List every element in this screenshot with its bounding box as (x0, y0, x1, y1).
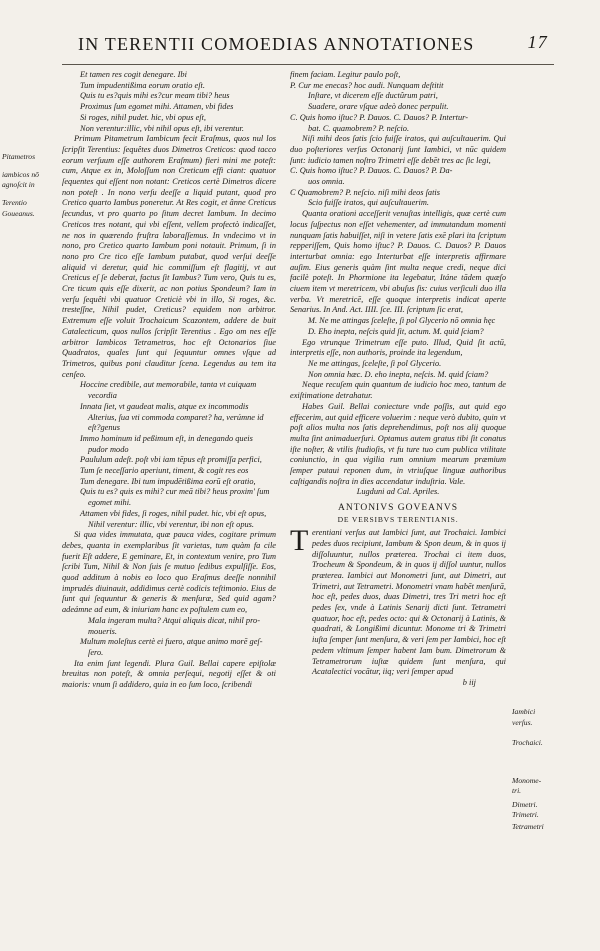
margin-note-left: Goueanus. (2, 209, 35, 218)
text-line: Non verentur:illic, vbi nihil opus eſt, ibi verentur. (80, 123, 244, 133)
left-column (62, 70, 276, 927)
text-line: Scio fuiſſe iratos, qui auſcultauerim. (308, 198, 429, 208)
text-line: Non omnia hæc. D. eho inepta, neſcis. M. quid ſciam? (308, 369, 489, 379)
text-line: eſt?genus (88, 423, 120, 433)
text-line: Tum denegare. Ibi tum impudētißima eorū eſt oratio, (80, 476, 256, 486)
text-line: Et tamen res cogit denegare. Ibi (80, 70, 187, 79)
text-line: Tum ſe neceſſario aperiunt, timent, & cogit res eos (80, 466, 249, 476)
text-line: moueris. (88, 626, 117, 636)
text-line: vecordia (88, 391, 117, 401)
header-rule (62, 64, 554, 65)
text-line: Nihil verentur: illic, vbi verentur, ibi non eſt opus. (88, 519, 254, 529)
text-line: finem faciam. Legitur paulo poſt, (290, 70, 401, 79)
page-number: 17 (527, 32, 548, 52)
section-paragraph (290, 524, 506, 678)
text-line: M. Ne me attingas ſceleſte, ſi pol Glycerio nō omnia hęc (308, 316, 496, 326)
text-line: Innata ſiet, vt gaudeat malis, atque ex incommodis (80, 401, 249, 411)
text-line: Tum impudentißima eorum oratio eſt. (80, 80, 205, 90)
text-line: Suadere, orare vſque adeò donec perpulit. (308, 102, 449, 112)
margin-note-right: Trochaici. (512, 738, 543, 747)
text-line: Mala ingeram multa? Atqui aliquis dicat, nihil pro- (88, 615, 260, 625)
text-line: P. Cur me enecas? hoc audi. Nunquam deſtitit (290, 80, 444, 90)
text-line: Attamen vbi fides, ſi roges, nihil pudet. hic, vbi eſt opus, (80, 508, 267, 518)
header-title: IN TERENTII COMOEDIAS ANNOTATIONES (78, 34, 475, 54)
text-line: Immo hominum id peßimum eſt, in denegando queis (80, 433, 253, 443)
text-line: D. Eho inepta, neſcis quid ſit, actum. M. quid ſciam? (308, 326, 484, 336)
text-line: Si roges, nihil pudet. hic, vbi opus eſt, (80, 112, 206, 122)
text-line: Inſtare, vt dicerem eſſe ductûrum patri, (308, 91, 438, 101)
text-line: ſero. (88, 647, 104, 657)
drop-cap: T (290, 524, 309, 558)
text-line: pudor modo (88, 444, 129, 454)
text-line: Alterius, ſua vti commoda comparet? ha, verúmne id (88, 412, 264, 422)
right-column (290, 70, 506, 927)
text-line: Quis tu es?quis mihi es?cur meam tibi? heus (80, 91, 230, 101)
section-title: ANTONIVS GOVEANVS (337, 503, 458, 514)
margin-note-left: Pitametros (2, 152, 36, 161)
text-line: Ego vtrunque Trimetrum eſſe puto. Illud, Quid ſit actū, interpretis eſſe, non authoris, proinde ita legendum, (290, 337, 506, 358)
text-line: C Quamobrem? P. neſcio. niſi mihi deos ſatis (290, 187, 440, 197)
margin-note-right: Monome- (512, 776, 542, 785)
text-line: Si qua vides immutata, quæ pauca vides, cogitare primum debes, quanta in exemplaribus ſit varietas, tum quàm fa cile fuerit Eſt addere, E geminare, Et, in contextum venire, pro Tum ſcribi Tum, Nihil & Non ſuis ſe mutuo ſedibus expulſiſſe. Eos, quod additum à nobis eo loco quo Eraſmus deeſſe nonnihil imprudés diuinauit, addidimus certè codicis teſtimonio. Eius de ſunt qui ſequuntur & generis & menſuræ, Sed quid agam? adeámne ad eum, & iniuriam hanc ex poſtulem cum eo, (62, 530, 276, 615)
text-line: Niſi mihi deos ſatis ſcio fuiſſe iratos, qui auſcultauerim. Qui duo poſteriores verſus Octonarij ſunt Iambici, vt nūc quidem ſunt: iudicio tamen noſtro Trimetri eſſe debēt tres ac ſic legi, (290, 134, 506, 165)
running-header (78, 34, 548, 58)
margin-note-right: verſus. (512, 718, 533, 727)
text-line: Neque recuſem quin quantum de iudicio hoc meo, tantum de exiſtimatione detrahatur. (290, 380, 506, 401)
text-line: Lugduni ad Cal. Apriles. (356, 487, 440, 497)
text-line: Multum moleſtus certè ei fuero, atque animo morē geſ- (80, 637, 263, 647)
margin-note-right: Tetrametri (512, 822, 544, 831)
text-line: Proximus ſum egomet mihi. Attamen, vbi fides (80, 102, 234, 112)
text-line: C. Quis homo iſtuc? P. Dauos. C. Dauos? P. Da- (290, 166, 453, 176)
text-line: egomet mihi. (88, 498, 132, 508)
section-subtitle: DE VERSIBVS TERENTIANIS. (337, 515, 459, 525)
text-line: Ne me attingas, ſceleſte, ſi pol Glycerio. (308, 358, 442, 368)
text-line: Primum Pitametrum Iambicum fecit Eraſmus, quos nul los ſcripſit Terentius: ſequêtes duos Dimetros Creticos: quod tacco eorum verſuum eſſe authorem Eraſmum) fieri mini me poteſt: cum, Atque ex in, Moloſſum non Creticum effi ciant: quatuor ſequentes qui eſſent non notant: Creticos certè Dimetros dicere non poteſt . In nono verſu deeſſe a liquid putant, quod pro Cretico quarto Iambus poneretur. At Res cogit, et ânne Creticus ſecundus, vt pro quarto po ſitum decret Iambum. In decimo Creticos tres notant, qui vbi eſſent, vellem profectò indicaſſet, ne nos in quærendo fruſtra laboraſſemus. In vndecimo vt in nono, pro Cretico quarto Iambum poni notauit. Primum, ſi in nono pro Cre tico eſſe Iambum putabat, quod verſui deeſſe aliquid vi deretur, quid hic commiſſum eſt flagitij, vt aut Creticus eſ ſe deberat, factus ſit Iambus? Tum vero, Quis tu es, Cre ticum quis eſſe dixerit, ac non potius Spondeum? Iam in verſu ſequêti vbi quatuor Creticiè vbi in illo, Si roges, &c. tresteſſne, Nihil pudet, Creticus? equidem non arbitror. Extremum eſſe voluit Trochaicum Scazontem, addere de buit Catalecticum, quos nullos ſcripſit Terentius . Ego om nes eſſe arbitror Iambicos Tetrametros, hoc eſt Octonarios ſiue Quadratos, quales ſunt qui ſequuntur omnes vſque ad Trimetros, quibus poni clauditur ſcena. Legendus au tem ita cenſeo. (62, 134, 276, 379)
margin-note-left: Terentio (2, 198, 27, 207)
text-line: Hoccine credibile, aut memorabile, tanta vt cuiquam (80, 380, 257, 390)
margin-note-right: Dimetri. (512, 800, 538, 809)
text-line: Quis tu es? quis es mihi? cur meā tibi? heus proxim' ſum (80, 487, 270, 497)
margin-note-left: iambicos nō agnoſcit in (2, 170, 39, 189)
signature-mark: b iij (462, 677, 476, 687)
margin-note-right: Trimetri. (512, 810, 539, 819)
text-line: Paululum adeſt. poſt vbi iam tēpus eſt promiſſa perfici, (80, 455, 262, 465)
text-line: Ita enim ſunt legendi. Plura Guil. Bellai capere epiſtolæ breuitas non poteſt, & omnia perſequi, negotij eſſet & oti maioris: vnum ſi addidero, quia in eo ſum loco, ſcribendi (62, 658, 276, 690)
text-line: uos omnia. (308, 177, 345, 187)
margin-note-right: Iambici (512, 707, 536, 716)
right-column-text (290, 70, 506, 498)
text-line: C. Quis homo iſtuc? P. Dauos. C. Dauos? P. Intertur- (290, 112, 468, 122)
margin-note-right: tri. (512, 786, 522, 795)
text-line: Quanta orationi acceſſerit venuſtas intelligis, quæ certè cum locus ſuſpectus non eſſet vehementer, ad immutandum momenti nunquam ſatis habuiſſet, niſi in vetere ſatis exē plari ita ſcriptum repperiſſem, Quis homo iſtuc? P. Dauos. C. Dauos? P. Dauos interturbat omnia: ego Interturbat eſſe interpretis affirmare auſim. Eius generis quàm ſint multa neque credi, neque dici facilè poteſt. In Phormione ita legebatur, Itáne tādem quæſo ciuem item vt meretricem, vbi abuſus ſis: cuius verſiculi duo illa verba. Vt meretricē, eſſe quoque interpretis indicat aperte Senarius. In And. Act. IIII. ſce. III. ſcriptum ſic erat, (290, 209, 506, 315)
text-line: Habes Guil. Bellai coniecture vnde poſſis, aut quid ego effecerim, aut quid efficere voluerim : neque verò dubito, quin vt poſt alios multa nos ſatis deprehendimus, poſt nos alij quoque multa ſint animaduerſuri. Optamus autem gratus tibi ſit conatus iſte noſter, & vtilis ſtudioſis, vt fu ture tuo cum publica vtilitate coniunctio, in qua vigilia rum omnium mearum præmium ſemper putaui reponen dum, in vtriuſque linguæ authoribus caſtigandis noſtra in dies accendatur induſtria. Vale. (290, 401, 506, 486)
section-paragraph-text: erentiani verſus aut Iambici ſunt, aut Trochaici. Iambici pedes duos recipiunt, Iambum & Spon deum, & in quos ij diſſoluuntur, nullos præterea. Trochai ci item duos, Trocheum & Spondeum, & in quos ij diſſol uuntur, nullos præterea. Iambici aut Monometri ſunt, aut Dimetri, aut Trimetri, aut Tetrametri. Monometri vnam habēt menſurā, hoc eſt, pedes duos, duas Dimetri, tres Tri metri hoc eſt pedes ſex, vnde à Latinis Senarij dicti ſunt. Tetrametri quatuor, hoc eſt, pedes octo: qui & Octonarij à Latinis, & quadrati, & Longißimi dicuntur. Monome tri & Trimetri iuſta ſemper ſunt menſura, & veri ſem per Iambici, hoc eſt pedem vltimum ſemper habent Iam bum. Dimetrorum & Tetrametrorum iuſtæ quidem ſunt menſura, qui Acatalectici vocātur, iiq; veri ſemper apud (312, 528, 506, 677)
text-line: bat. C. quamobrem? P. neſcio. (308, 123, 410, 133)
